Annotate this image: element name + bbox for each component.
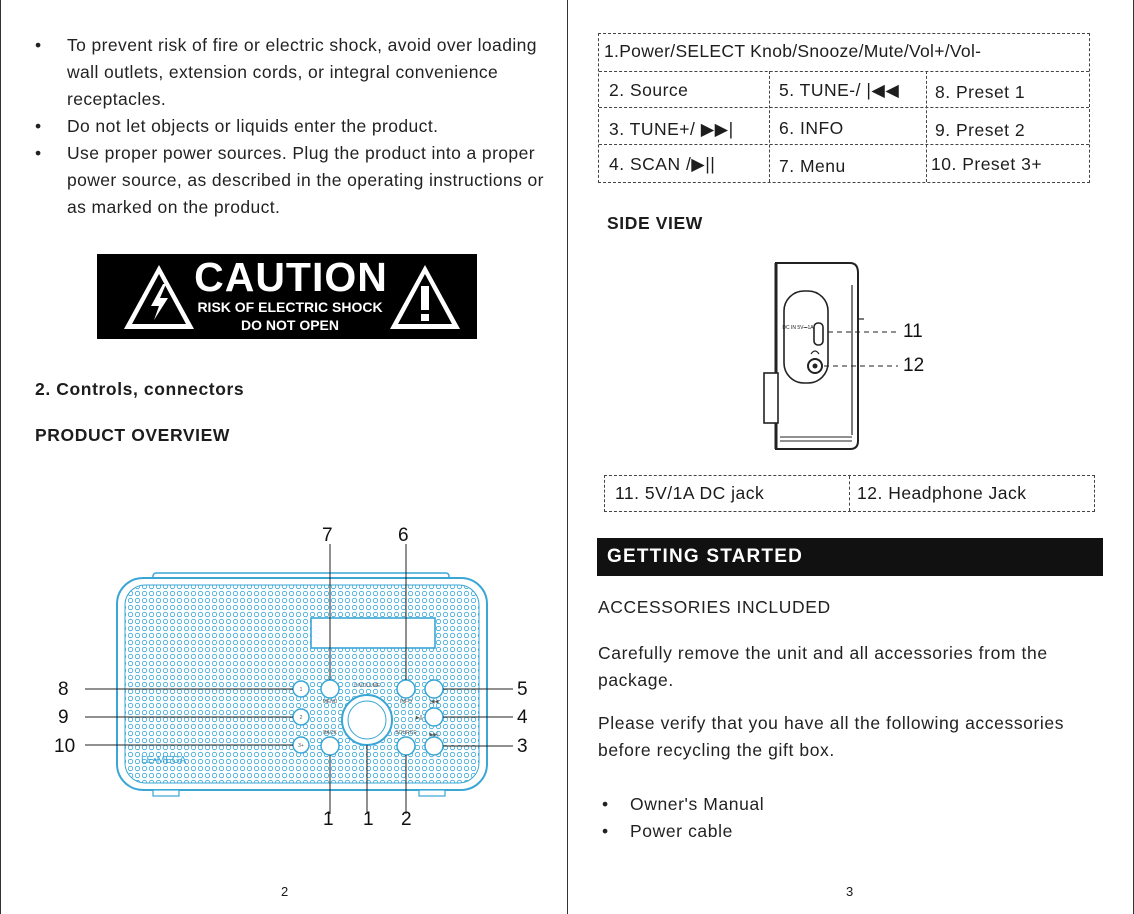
callout-2: 2	[401, 809, 412, 830]
callout-12: 12	[903, 355, 925, 376]
callout-10: 10	[54, 736, 76, 757]
source-label: SOURCE	[395, 730, 417, 736]
caution-line-1: RISK OF ELECTRIC SHOCK	[197, 299, 383, 315]
bullet-dot: •	[35, 116, 42, 136]
page-number: 2	[281, 884, 289, 899]
back-label: BACK	[323, 730, 337, 736]
getting-started-banner: GETTING STARTED	[597, 538, 1103, 576]
callout-6: 6	[398, 525, 409, 546]
controls-menu: 7. Menu	[779, 156, 846, 176]
accessories-paragraph-1: Carefully remove the unit and all accessories from the package.	[598, 643, 1048, 690]
safety-bullet	[35, 32, 545, 113]
safety-bullet	[35, 113, 545, 140]
accessory-text: Owner's Manual	[630, 794, 765, 814]
safety-bullet	[35, 140, 545, 221]
accessory-text: Power cable	[630, 821, 733, 841]
caution-line-2: DO NOT OPEN	[240, 317, 339, 333]
headphone-jack-label: 12. Headphone Jack	[857, 483, 1027, 503]
next-label: ▶▶|	[429, 732, 439, 738]
page-number: 3	[846, 884, 854, 899]
radio-front-illustration	[1, 520, 568, 840]
product-overview-heading: PRODUCT OVERVIEW	[35, 425, 230, 445]
accessory-item	[598, 791, 998, 818]
preset1-label: 1	[299, 687, 303, 693]
safety-bullet-text: Do not let objects or liquids enter the product.	[67, 116, 439, 136]
jack-table	[604, 475, 1095, 512]
safety-bullet-text: To prevent risk of fire or electric shock, avoid over loading wall outlets, extension cords, or integral convenience receptacles.	[67, 35, 537, 109]
prev-label: |◀◀	[429, 699, 439, 705]
callout-1a: 1	[323, 809, 334, 830]
exclamation-warning-icon	[387, 262, 463, 332]
section-heading: 2. Controls, connectors	[35, 379, 245, 399]
callout-9: 9	[58, 707, 69, 728]
caution-title: CAUTION	[194, 254, 388, 300]
callout-4: 4	[517, 707, 528, 728]
play-label: ▶||	[415, 715, 423, 721]
controls-tune-minus: 5. TUNE-/ |◀◀	[779, 80, 900, 100]
accessory-item	[598, 818, 998, 845]
controls-tune-plus: 3. TUNE+/ ▶▶|	[609, 119, 734, 139]
controls-scan: 4. SCAN /▶||	[609, 154, 716, 174]
menu-label: MENU	[322, 699, 338, 705]
callout-1b: 1	[363, 809, 374, 830]
controls-table	[598, 33, 1090, 183]
dc-jack-label: 11. 5V/1A DC jack	[615, 483, 765, 503]
volume-label: ⏻/VOLUME	[353, 683, 381, 689]
accessories-paragraph-2: Please verify that you have all the following accessories before recycling the gift box.	[598, 713, 1065, 760]
safety-bullet-text: Use proper power sources. Plug the product into a proper power source, as described in the operating instructions or as marked on the product.	[67, 143, 544, 217]
accessories-list	[598, 791, 998, 845]
callout-11: 11	[903, 321, 923, 342]
info-label: INFO	[400, 699, 412, 705]
preset3-label: 3+	[298, 743, 304, 749]
safety-bullet-list	[35, 32, 545, 221]
controls-source: 2. Source	[609, 80, 689, 100]
controls-row-1: 1.Power/SELECT Knob/Snooze/Mute/Vol+/Vol-	[604, 41, 982, 61]
dc-in-label: DC IN 5V⎓1A	[782, 325, 814, 331]
bullet-dot: •	[35, 143, 42, 163]
callout-5: 5	[517, 679, 528, 700]
callout-7: 7	[322, 525, 333, 546]
side-view-heading: SIDE VIEW	[607, 213, 703, 233]
bullet-dot: •	[602, 821, 609, 841]
controls-preset-3: 10. Preset 3+	[931, 154, 1043, 174]
bullet-dot: •	[35, 35, 42, 55]
preset2-label: 2	[299, 715, 303, 721]
controls-preset-2: 9. Preset 2	[935, 120, 1026, 140]
controls-info: 6. INFO	[779, 118, 844, 138]
bullet-dot: •	[602, 794, 609, 814]
controls-preset-1: 8. Preset 1	[935, 82, 1026, 102]
callout-3: 3	[517, 736, 528, 757]
accessories-heading: ACCESSORIES INCLUDED	[598, 597, 831, 617]
caution-label	[97, 254, 477, 339]
brand-logo: LE•MEGA	[141, 755, 187, 766]
callout-8: 8	[58, 679, 69, 700]
